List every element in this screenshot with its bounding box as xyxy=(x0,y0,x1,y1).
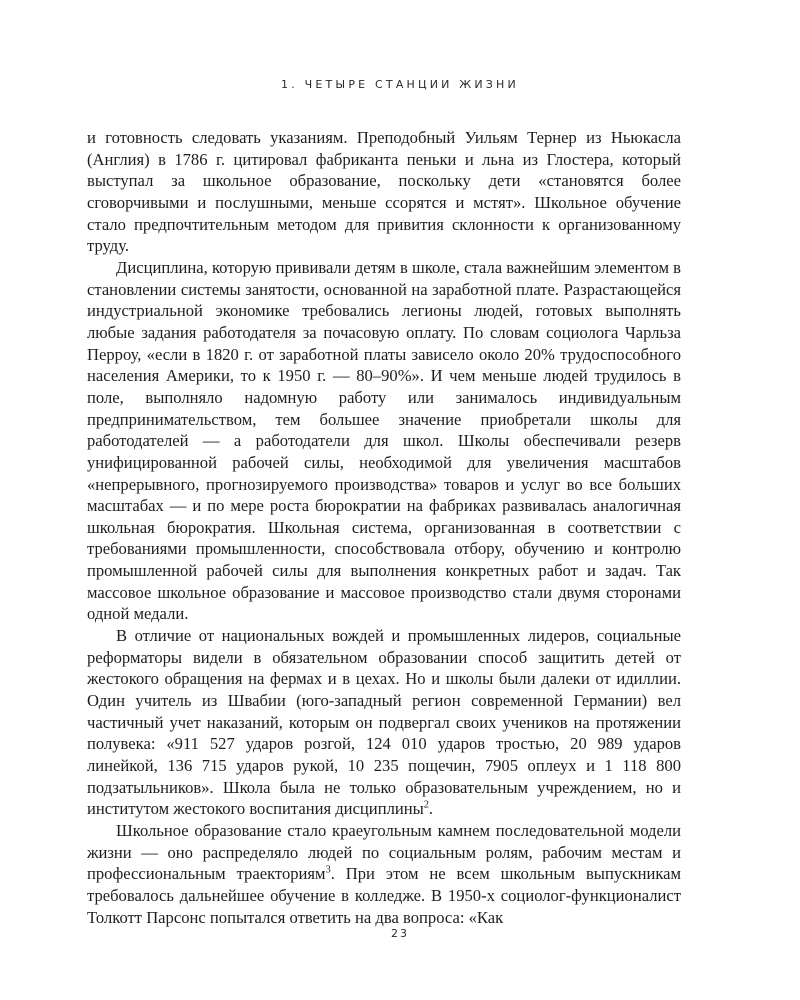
paragraph-1-text: и готовность следовать указаниям. Преподобный Уильям Тернер из Ньюкасла (Англия) в 1786 г. цитировал фабриканта пеньки и льна из Глостера, который выступал за школьное образование, поскольку дети «становятся более сговорчивыми и послушными, меньше ссорятся и мстят». Школьное обучение стало предпочтительным методом для привития склонности к организованному труду. xyxy=(87,128,681,256)
paragraph-3-text: В отличие от национальных вождей и промышленных лидеров, социальные реформаторы видели в обязательном образовании способ защитить детей от жестокого обращения на фермах и в цехах. Но и школы были далеки от идиллии. Один учитель из Швабии (юго-западный регион современной Германии) вел частичный учет наказаний, которым он подвергал своих учеников на протяжении полувека: «911 527 ударов розгой, 124 010 ударов тростью, 20 989 ударов линейкой, 136 715 ударов рукой, 10 235 пощечин, 7905 оплеух и 1 118 800 подзатыльников». Школа была не только образовательным учреждением, но и институтом жестокого воспитания дисциплины xyxy=(87,626,681,819)
footnote-marker-2[interactable]: 2 xyxy=(423,799,429,811)
paragraph-3-tail: . xyxy=(428,799,434,819)
running-head: 1. ЧЕТЫРЕ СТАНЦИИ ЖИЗНИ xyxy=(281,78,519,91)
footnote-marker-3[interactable]: 3 xyxy=(325,864,331,876)
body-text xyxy=(87,127,681,928)
paragraph-1 xyxy=(87,127,681,257)
paragraph-4 xyxy=(87,820,681,928)
paragraph-2 xyxy=(87,257,681,625)
paragraph-3 xyxy=(87,625,681,820)
paragraph-4-text-a: Школьное образование стало краеугольным камнем последовательной модели жизни — оно распределяло людей по социальным ролям, рабочим местам и профессиональным траекториям xyxy=(87,821,681,884)
paragraph-4-text-b: . При этом не всем школьным выпускникам требовалось дальнейшее обучение в колледже. В 1950-х социолог-функционалист Толкотт Парсонс попытался ответить на два вопроса: «Как xyxy=(87,864,682,927)
page-number: 23 xyxy=(391,927,409,940)
paragraph-2-text: Дисциплина, которую прививали детям в школе, стала важнейшим элементом в становлении системы занятости, основанной на заработной плате. Разрастающейся индустриальной экономике требовались легионы людей, готовых выполнять любые задания работодателя за почасовую оплату. По словам социолога Чарльза Перроу, «если в 1820 г. от заработной платы зависело около 20% трудоспособного населения Америки, то к 1950 г. — 80–90%». И чем меньше людей трудилось в поле, выполняло надомную работу или занималось индивидуальным предпринимательством, тем большее значение приобретали школы для работодателей — а работодатели для школ. Школы обеспечивали резерв унифицированной рабочей силы, необходимой для увеличения масштабов «непрерывного, прогнозируемого производства» товаров и услуг во все больших масштабах — и по мере роста бюрократии на фабриках развивалась аналогичная школьная бюрократия. Школьная система, организованная в соответствии с требованиями промышленности, способствовала отбору, обучению и контролю промышленной рабочей силы для выполнения конкретных работ и задач. Так массовое школьное образование и массовое производство стали двумя сторонами одной медали. xyxy=(87,257,681,624)
